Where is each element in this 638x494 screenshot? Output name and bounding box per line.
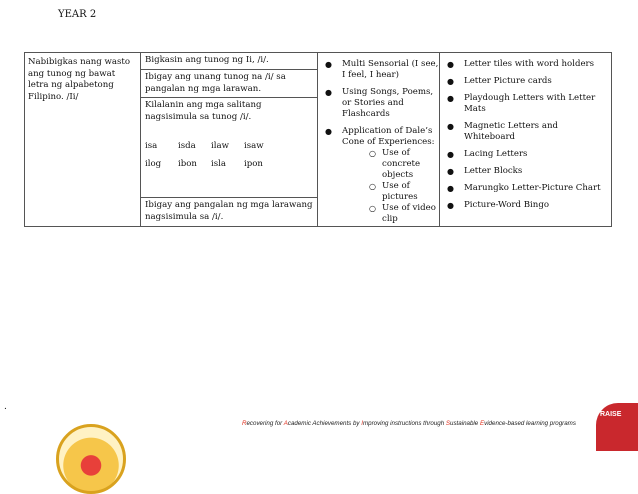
list-item: ● Picture-Word Bingo bbox=[440, 200, 611, 211]
year-label: YEAR 2 bbox=[58, 9, 97, 20]
tagline-text: ecovering for bbox=[246, 420, 284, 427]
sub-list bbox=[342, 148, 439, 225]
tagline-text: mproving instructions through bbox=[362, 420, 446, 427]
activity-3-text: Kilalanin ang mga salitang nagsisimula sa tunog /i/. bbox=[145, 100, 262, 122]
activity-3 bbox=[141, 98, 317, 198]
materials-list bbox=[440, 59, 611, 211]
word: isla bbox=[211, 158, 227, 169]
raise-logo-text: RAISE bbox=[600, 411, 622, 418]
word: ibon bbox=[178, 158, 197, 169]
tagline-letter: E bbox=[479, 420, 485, 427]
list-item: ● Magnetic Letters and Whiteboard bbox=[440, 121, 611, 143]
list-item: ● Multi Sensorial (I see, I feel, I hear) bbox=[318, 59, 439, 81]
list-item: ● Marungko Letter-Picture Chart bbox=[440, 183, 611, 194]
lesson-table bbox=[24, 52, 612, 227]
word-row-1 bbox=[145, 141, 313, 153]
list-item bbox=[318, 126, 439, 225]
list-item: ● Using Songs, Poems, or Stories and Flashcards bbox=[318, 87, 439, 120]
list-item: ● Letter Picture cards bbox=[440, 76, 611, 87]
word: isda bbox=[178, 141, 196, 151]
word: ilog bbox=[145, 158, 162, 169]
word: ipon bbox=[244, 158, 263, 169]
word: isaw bbox=[244, 141, 264, 151]
activity-4: Ibigay ang pangalan ng mga larawang nagsisimula sa /i/. bbox=[145, 200, 313, 222]
tagline-text: cademic Achievements by bbox=[287, 420, 362, 427]
activity-2: Ibigay ang unang tunog na /i/ sa pangalan ng mga larawan. bbox=[141, 70, 317, 98]
materials-cell bbox=[440, 53, 611, 226]
sub-list-item: ○ Use of video clip bbox=[342, 203, 439, 225]
tagline-letter: I bbox=[361, 420, 363, 427]
list-item-text: Application of Dale’s Cone of Experiences: bbox=[342, 126, 435, 147]
school-seal-logo bbox=[56, 424, 126, 494]
word: ilaw bbox=[211, 141, 229, 151]
sub-list-item: ○ Use of concrete objects bbox=[342, 148, 439, 181]
stray-dot: . bbox=[4, 402, 7, 412]
strategies-list bbox=[318, 59, 439, 225]
sub-list-item: ○ Use of pictures bbox=[342, 181, 439, 203]
word: isa bbox=[145, 141, 158, 151]
tagline-letter: S bbox=[445, 420, 451, 427]
strategies-cell bbox=[318, 53, 440, 226]
tagline-text: vidence-based learning programs bbox=[484, 420, 576, 427]
tagline-letter: R bbox=[242, 420, 247, 427]
footer-tagline bbox=[242, 420, 576, 427]
word-row-2 bbox=[145, 159, 313, 171]
list-item: ● Letter tiles with word holders bbox=[440, 59, 611, 70]
tagline-letter: A bbox=[283, 420, 288, 427]
activities-cell bbox=[141, 53, 318, 226]
raise-logo bbox=[596, 403, 638, 451]
activity-1: Bigkasin ang tunog ng Ii, /i/. bbox=[141, 53, 317, 70]
list-item: ● Letter Blocks bbox=[440, 166, 611, 177]
competency-cell: Nabibigkas nang wasto ang tunog ng bawat letra ng alpabetong Filipino. /Ii/ bbox=[25, 53, 141, 226]
list-item: ● Lacing Letters bbox=[440, 149, 611, 160]
tagline-text: ustainable bbox=[450, 420, 480, 427]
list-item: ● Playdough Letters with Letter Mats bbox=[440, 93, 611, 115]
